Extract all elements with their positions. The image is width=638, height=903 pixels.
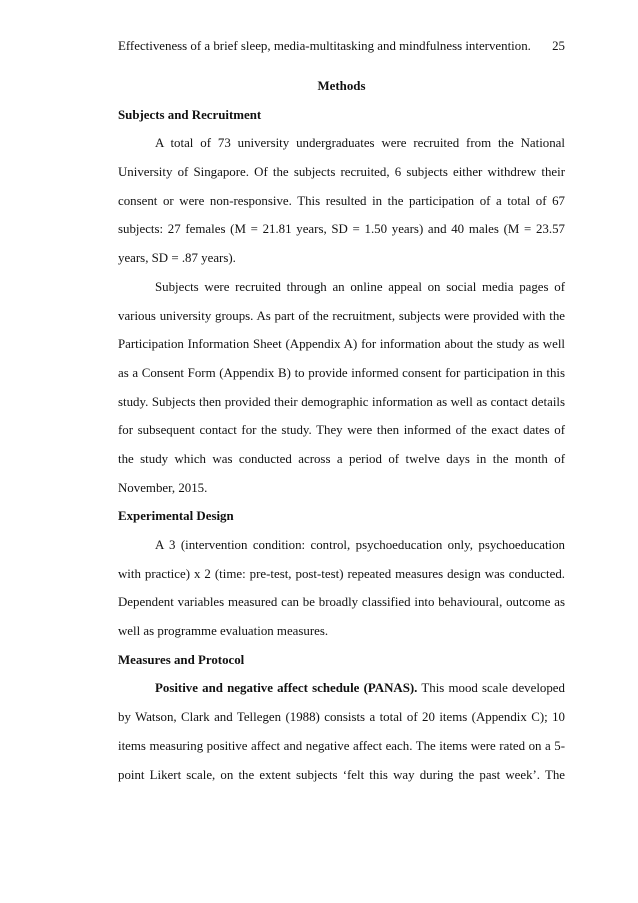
paragraph-line: Subjects were recruited through an online appeal on social media pages of xyxy=(155,279,565,294)
paragraph-line-panas xyxy=(118,678,565,707)
document-body xyxy=(118,76,565,793)
paragraph-line: University of Singapore. Of the subjects recruited, 6 subjects either withdrew their xyxy=(118,165,565,180)
subsection-heading-design: Experimental Design xyxy=(118,509,234,524)
paragraph-line: Dependent variables measured can be broadly classified into behavioural, outcome as xyxy=(118,595,565,610)
paragraph-line: Participation Information Sheet (Appendix A) for information about the study as well xyxy=(118,337,565,352)
running-title: Effectiveness of a brief sleep, media-multitasking and mindfulness intervention. xyxy=(118,39,531,53)
panas-title: Positive and negative affect schedule (PANAS). xyxy=(155,681,418,696)
section-title: Methods xyxy=(317,79,366,93)
paragraph-line: years, SD = .87 years). xyxy=(118,251,236,266)
paragraph-line: subjects: 27 females (M = 21.81 years, SD = 1.50 years) and 40 males (M = 23.57 xyxy=(118,222,565,237)
paragraph-line: various university groups. As part of the recruitment, subjects were provided with the xyxy=(118,308,565,323)
paragraph-line: by Watson, Clark and Tellegen (1988) consists a total of 20 items (Appendix C); 10 xyxy=(118,710,565,725)
paragraph-line: A total of 73 university undergraduates were recruited from the National xyxy=(155,136,565,151)
paragraph-line: items measuring positive affect and negative affect each. The items were rated on a 5- xyxy=(118,738,565,753)
paragraph-line: well as programme evaluation measures. xyxy=(118,624,329,639)
paragraph-line: November, 2015. xyxy=(118,480,208,495)
running-head xyxy=(118,38,565,54)
page-number: 25 xyxy=(552,39,565,53)
paragraph-line: for subsequent contact for the study. They were then informed of the exact dates of xyxy=(118,423,565,438)
paragraph-line: point Likert scale, on the extent subjects ‘felt this way during the past week’. The xyxy=(118,767,565,782)
paragraph-line: A 3 (intervention condition: control, psychoeducation only, psychoeducation xyxy=(155,538,565,552)
paragraph-line: study. Subjects then provided their demographic information as well as contact details xyxy=(118,394,565,409)
paragraph-line: as a Consent Form (Appendix B) to provide informed consent for participation in this xyxy=(118,365,565,380)
paragraph-line: with practice) x 2 (time: pre-test, post-test) repeated measures design was conducted. xyxy=(118,566,565,581)
paragraph-line: the study which was conducted across a period of twelve days in the month of xyxy=(118,451,565,466)
paragraph-line: consent or were non-responsive. This resulted in the participation of a total of 67 xyxy=(118,193,565,208)
subsection-heading-subjects: Subjects and Recruitment xyxy=(118,107,262,122)
panas-first-line-rest: This mood scale developed xyxy=(417,681,565,696)
subsection-heading-measures: Measures and Protocol xyxy=(118,652,245,667)
